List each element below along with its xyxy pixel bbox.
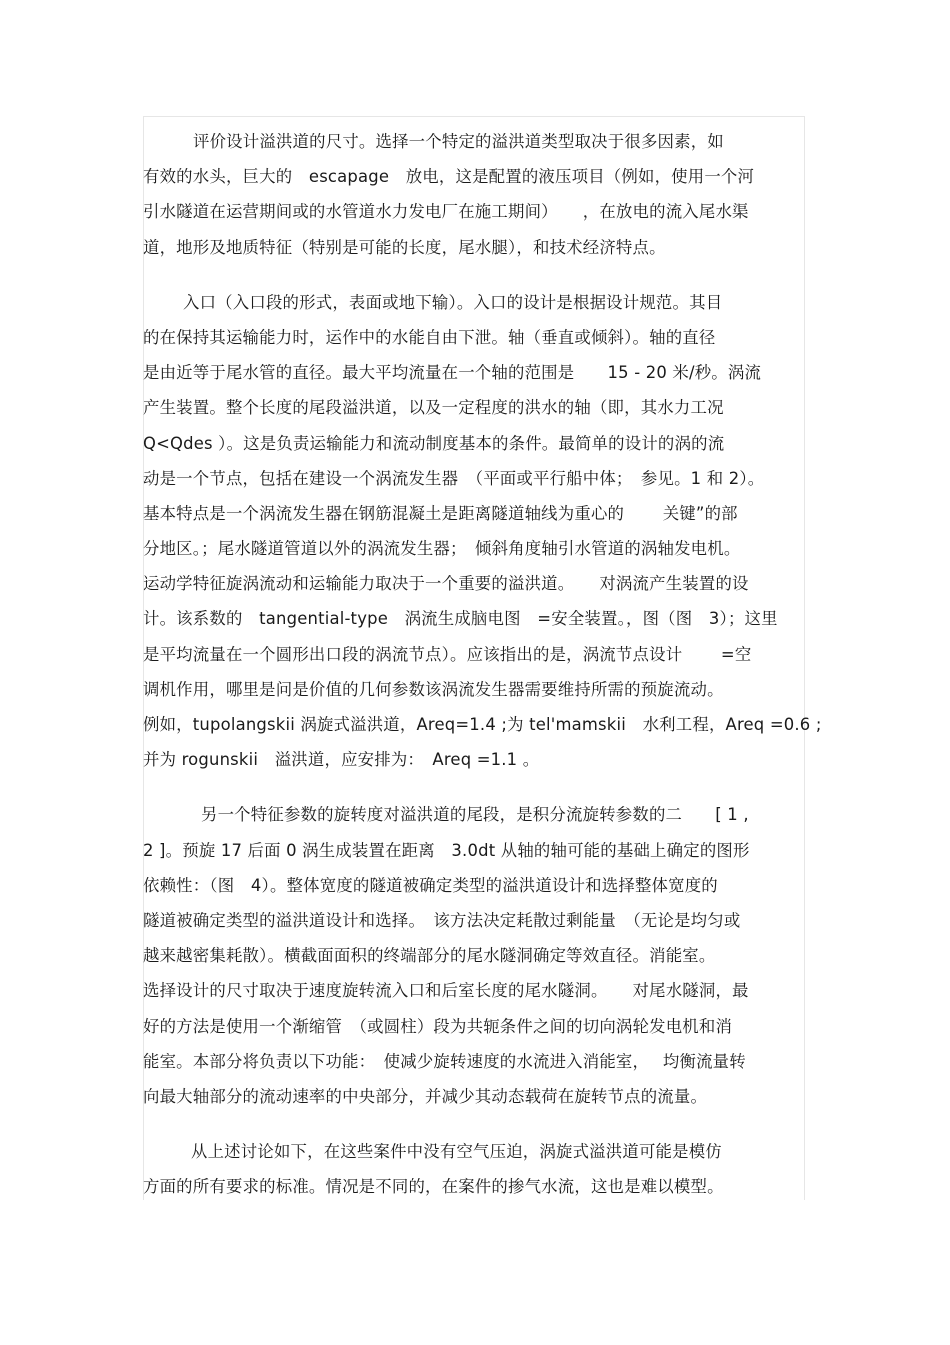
paragraph-3-line-4: 隧道被确定类型的溢洪道设计和选择。 该方法决定耗散过剩能量 （无论是均匀或 <box>143 910 741 930</box>
paragraph-2-line-11: 是平均流量在一个圆形出口段的涡流节点）。应该指出的是，涡流节点设计 =空 <box>143 644 752 664</box>
paragraph-1 <box>143 124 813 265</box>
paragraph-1-line-4: 道，地形及地质特征（特别是可能的长度，尾水腿），和技术经济特点。 <box>143 237 666 257</box>
paragraph-gap <box>143 1114 813 1134</box>
paragraph-gap <box>143 265 813 285</box>
paragraph-3-line-3: 依赖性：（图 4）。整体宽度的隧道被确定类型的溢洪道设计和选择整体宽度的 <box>143 875 718 895</box>
paragraph-1-line-3: 引水隧道在运营期间或的水管道水力发电厂在施工期间） ，在放电的流入尾水渠 <box>143 202 749 222</box>
paragraph-1-line-1: 评价设计溢洪道的尺寸。选择一个特定的溢洪道类型取决于很多因素，如 <box>193 132 724 151</box>
paragraph-2-line-14: 并为 rogunskii 溢洪道，应安排为： Areq =1.1 。 <box>143 750 540 770</box>
paragraph-2-line-3: 是由近等于尾水管的直径。最大平均流量在一个轴的范围是 15 - 20 米/秒。涡流 <box>143 363 762 383</box>
paragraph-2-line-4: 产生装置。整个长度的尾段溢洪道，以及一定程度的洪水的轴（即，其水力工况 <box>143 398 724 418</box>
paragraph-2-line-2: 的在保持其运输能力时，运作中的水能自由下泄。轴（垂直或倾斜）。轴的直径 <box>143 327 716 347</box>
paragraph-2-line-13: 例如，tupolangskii 涡旋式溢洪道，Areq=1.4 ;为 tel'mamskii 水利工程，Areq =0.6 ; <box>143 715 822 734</box>
paragraph-3-line-1: 另一个特征参数的旋转度对溢洪道的尾段，是积分流旋转参数的二 [ 1 , <box>201 805 749 825</box>
paragraph-3-line-7: 好的方法是使用一个渐缩管 （或圆柱）段为共轭条件之间的切向涡轮发电机和消 <box>143 1016 733 1036</box>
paragraph-4-line-1: 从上述讨论如下，在这些案件中没有空气压迫，涡旋式溢洪道可能是模仿 <box>191 1142 722 1162</box>
paragraph-3-line-2: 2 ]。预旋 17 后面 0 涡生成装置在距离 3.0dt 从轴的轴可能的基础上确定的图形 <box>143 840 750 860</box>
paragraph-3 <box>143 797 813 1114</box>
paragraph-4-line-2: 方面的所有要求的标准。情况是不同的，在案件的掺气水流，这也是难以模型。 <box>143 1177 724 1197</box>
paragraph-2-line-6: 动是一个节点，包括在建设一个涡流发生器 （平面或平行船中体； 参见。1 和 2）。 <box>143 468 765 488</box>
paragraph-3-line-8: 能室。本部分将负责以下功能： 使减少旋转速度的水流进入消能室， 均衡流量转 <box>143 1051 746 1071</box>
paragraph-3-line-5: 越来越密集耗散）。横截面面积的终端部分的尾水隧洞确定等效直径。消能室。 <box>143 946 716 966</box>
paragraph-2-line-8: 分地区。；尾水隧道管道以外的涡流发生器； 倾斜角度轴引水管道的涡轴发电机。 <box>143 539 741 559</box>
paragraph-2-line-7: 基本特点是一个涡流发生器在钢筋混凝土是距离隧道轴线为重心的 关键”的部 <box>143 503 738 523</box>
paragraph-2-line-1: 入口（入口段的形式，表面或地下输）。入口的设计是根据设计规范。其目 <box>183 292 723 312</box>
paragraph-2-line-5: Q<Qdes ）。这是负责运输能力和流动制度基本的条件。最简单的设计的涡的流 <box>143 433 725 453</box>
paragraph-3-line-9: 向最大轴部分的流动速率的中央部分，并减少其动态载荷在旋转节点的流量。 <box>143 1086 708 1106</box>
paragraph-2-line-10: 计。该系数的 tangential-type 涡流生成脑电图 =安全装置。，图（图 3）；这里 <box>143 609 778 629</box>
paragraph-2-line-12: 调机作用，哪里是问是价值的几何参数该涡流发生器需要维持所需的预旋流动。 <box>143 679 724 699</box>
paragraph-2-line-9: 运动学特征旋涡流动和运输能力取决于一个重要的溢洪道。 对涡流产生装置的设 <box>143 574 749 594</box>
document-body <box>143 124 822 1204</box>
paragraph-gap <box>143 777 813 797</box>
paragraph-2 <box>143 285 822 778</box>
paragraph-4 <box>143 1134 813 1204</box>
paragraph-3-line-6: 选择设计的尺寸取决于速度旋转流入口和后室长度的尾水隧洞。 对尾水隧洞，最 <box>143 981 749 1001</box>
paragraph-1-line-2: 有效的水头，巨大的 escapage 放电，这是配置的液压项目（例如，使用一个河 <box>143 167 755 187</box>
